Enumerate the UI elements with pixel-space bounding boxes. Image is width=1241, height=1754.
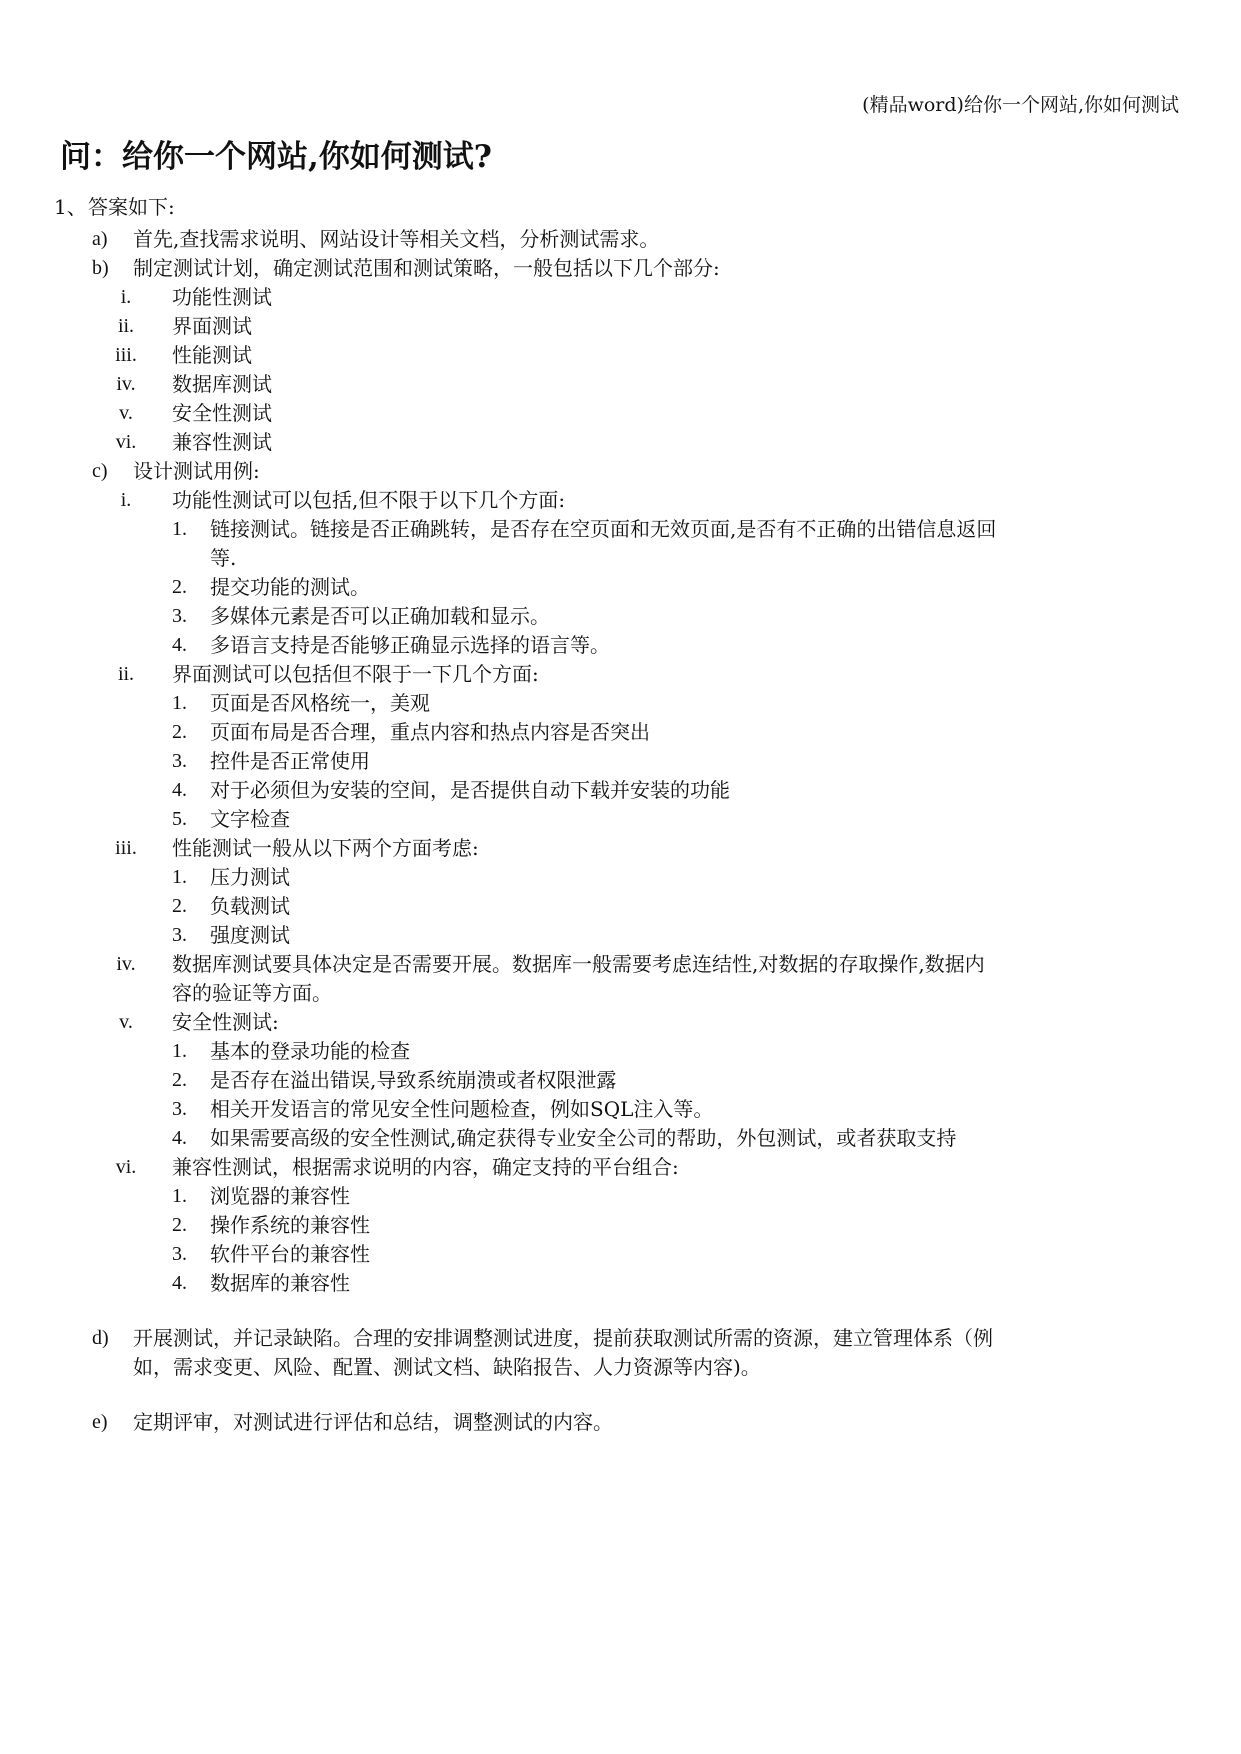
- item-c-group-6-marker: vi.: [115, 1156, 137, 1178]
- item-c-group-6-text: 兼容性测试，根据需求说明的内容，确定支持的平台组合:: [172, 1155, 679, 1179]
- item-c-text: 设计测试用例:: [133, 459, 260, 483]
- item-c-1-3-marker: 3.: [172, 605, 187, 627]
- item-b-text: 制定测试计划，确定测试范围和测试策略，一般包括以下几个部分:: [133, 256, 720, 280]
- item-c-6-4-text: 数据库的兼容性: [210, 1271, 350, 1295]
- item-e-marker: e): [92, 1411, 108, 1433]
- item-b-2-text: 界面测试: [172, 314, 252, 338]
- item-c-marker: c): [92, 460, 108, 482]
- item-c-2-5-marker: 5.: [172, 808, 187, 830]
- item-c-2-2-marker: 2.: [172, 721, 187, 743]
- item-c-3-3-marker: 3.: [172, 924, 187, 946]
- item-a-marker: a): [92, 228, 108, 250]
- item-a-text: 首先,查找需求说明、网站设计等相关文档，分析测试需求。: [133, 227, 660, 251]
- item-c-6-4-marker: 4.: [172, 1272, 187, 1294]
- item-b-1-text: 功能性测试: [172, 285, 272, 309]
- section-1-heading-text: 答案如下:: [88, 195, 175, 219]
- item-c-1-1-marker: 1.: [172, 518, 187, 540]
- item-c-6-3-marker: 3.: [172, 1243, 187, 1265]
- item-c-group-4-cont-text: 容的验证等方面。: [172, 981, 332, 1005]
- item-c-1-4-marker: 4.: [172, 634, 187, 656]
- item-c-6-1-text: 浏览器的兼容性: [210, 1184, 350, 1208]
- item-c-1-1-cont-text: 等.: [210, 546, 237, 570]
- item-c-2-3-marker: 3.: [172, 750, 187, 772]
- item-c-2-4-marker: 4.: [172, 779, 187, 801]
- item-b-3-text: 性能测试: [172, 343, 252, 367]
- item-c-5-2-marker: 2.: [172, 1069, 187, 1091]
- item-c-5-4-text: 如果需要高级的安全性测试,确定获得专业安全公司的帮助，外包测试，或者获取支持: [210, 1126, 957, 1150]
- item-c-5-1-marker: 1.: [172, 1040, 187, 1062]
- item-c-2-2-text: 页面布局是否合理，重点内容和热点内容是否突出: [210, 720, 650, 744]
- item-c-group-5-marker: v.: [119, 1011, 133, 1033]
- item-b-4-marker: iv.: [116, 373, 136, 395]
- item-c-2-4-text: 对于必须但为安装的空间，是否提供自动下载并安装的功能: [210, 778, 730, 802]
- item-b-2-marker: ii.: [117, 315, 135, 337]
- item-c-2-1-marker: 1.: [172, 692, 187, 714]
- item-c-6-3-text: 软件平台的兼容性: [210, 1242, 370, 1266]
- item-c-2-3-text: 控件是否正常使用: [210, 749, 370, 773]
- item-c-group-1-marker: i.: [120, 489, 132, 511]
- item-d-marker: d): [92, 1327, 109, 1349]
- item-c-1-2-text: 提交功能的测试。: [210, 575, 370, 599]
- item-b-4-text: 数据库测试: [172, 372, 272, 396]
- item-c-6-2-text: 操作系统的兼容性: [210, 1213, 370, 1237]
- item-c-3-2-text: 负载测试: [210, 894, 290, 918]
- item-b-marker: b): [92, 257, 109, 279]
- item-c-group-2-marker: ii.: [117, 663, 135, 685]
- item-d-text: 开展测试，并记录缺陷。合理的安排调整测试进度，提前获取测试所需的资源，建立管理体系（例: [133, 1326, 993, 1350]
- item-c-group-4-text: 数据库测试要具体决定是否需要开展。数据库一般需要考虑连结性,对数据的存取操作,数据内: [172, 952, 985, 976]
- item-c-1-2-marker: 2.: [172, 576, 187, 598]
- page-header: (精品word)给你一个网站,你如何测试: [862, 94, 1179, 116]
- item-c-3-1-text: 压力测试: [210, 865, 290, 889]
- item-c-2-1-text: 页面是否风格统一，美观: [210, 691, 430, 715]
- item-c-group-1-text: 功能性测试可以包括,但不限于以下几个方面:: [172, 488, 566, 512]
- item-c-3-1-marker: 1.: [172, 866, 187, 888]
- item-c-5-1-text: 基本的登录功能的检查: [210, 1039, 410, 1063]
- item-c-1-1-text: 链接测试。链接是否正确跳转，是否存在空页面和无效页面,是否有不正确的出错信息返回: [210, 517, 997, 541]
- item-b-6-marker: vi.: [115, 431, 137, 453]
- item-b-6-text: 兼容性测试: [172, 430, 272, 454]
- section-1-heading-marker: 1、: [54, 195, 87, 219]
- item-c-5-3-marker: 3.: [172, 1098, 187, 1120]
- item-c-6-2-marker: 2.: [172, 1214, 187, 1236]
- item-c-group-5-text: 安全性测试:: [172, 1010, 279, 1034]
- item-c-6-1-marker: 1.: [172, 1185, 187, 1207]
- item-b-1-marker: i.: [120, 286, 132, 308]
- item-d-cont-text: 如，需求变更、风险、配置、测试文档、缺陷报告、人力资源等内容)。: [133, 1355, 761, 1379]
- item-b-5-text: 安全性测试: [172, 401, 272, 425]
- item-c-3-3-text: 强度测试: [210, 923, 290, 947]
- item-c-5-3-text: 相关开发语言的常见安全性问题检查，例如SQL注入等。: [210, 1097, 714, 1121]
- item-b-3-marker: iii.: [115, 344, 137, 366]
- page-title: 问：给你一个网站,你如何测试?: [60, 139, 492, 175]
- item-c-1-4-text: 多语言支持是否能够正确显示选择的语言等。: [210, 633, 610, 657]
- item-c-group-3-marker: iii.: [115, 837, 137, 859]
- item-c-2-5-text: 文字检查: [210, 807, 290, 831]
- item-c-group-2-text: 界面测试可以包括但不限于一下几个方面:: [172, 662, 539, 686]
- item-c-group-4-marker: iv.: [116, 953, 136, 975]
- item-c-5-2-text: 是否存在溢出错误,导致系统崩溃或者权限泄露: [210, 1068, 617, 1092]
- item-e-text: 定期评审，对测试进行评估和总结，调整测试的内容。: [133, 1410, 613, 1434]
- item-c-5-4-marker: 4.: [172, 1127, 187, 1149]
- item-c-1-3-text: 多媒体元素是否可以正确加载和显示。: [210, 604, 550, 628]
- item-c-group-3-text: 性能测试一般从以下两个方面考虑:: [172, 836, 479, 860]
- item-b-5-marker: v.: [119, 402, 133, 424]
- item-c-3-2-marker: 2.: [172, 895, 187, 917]
